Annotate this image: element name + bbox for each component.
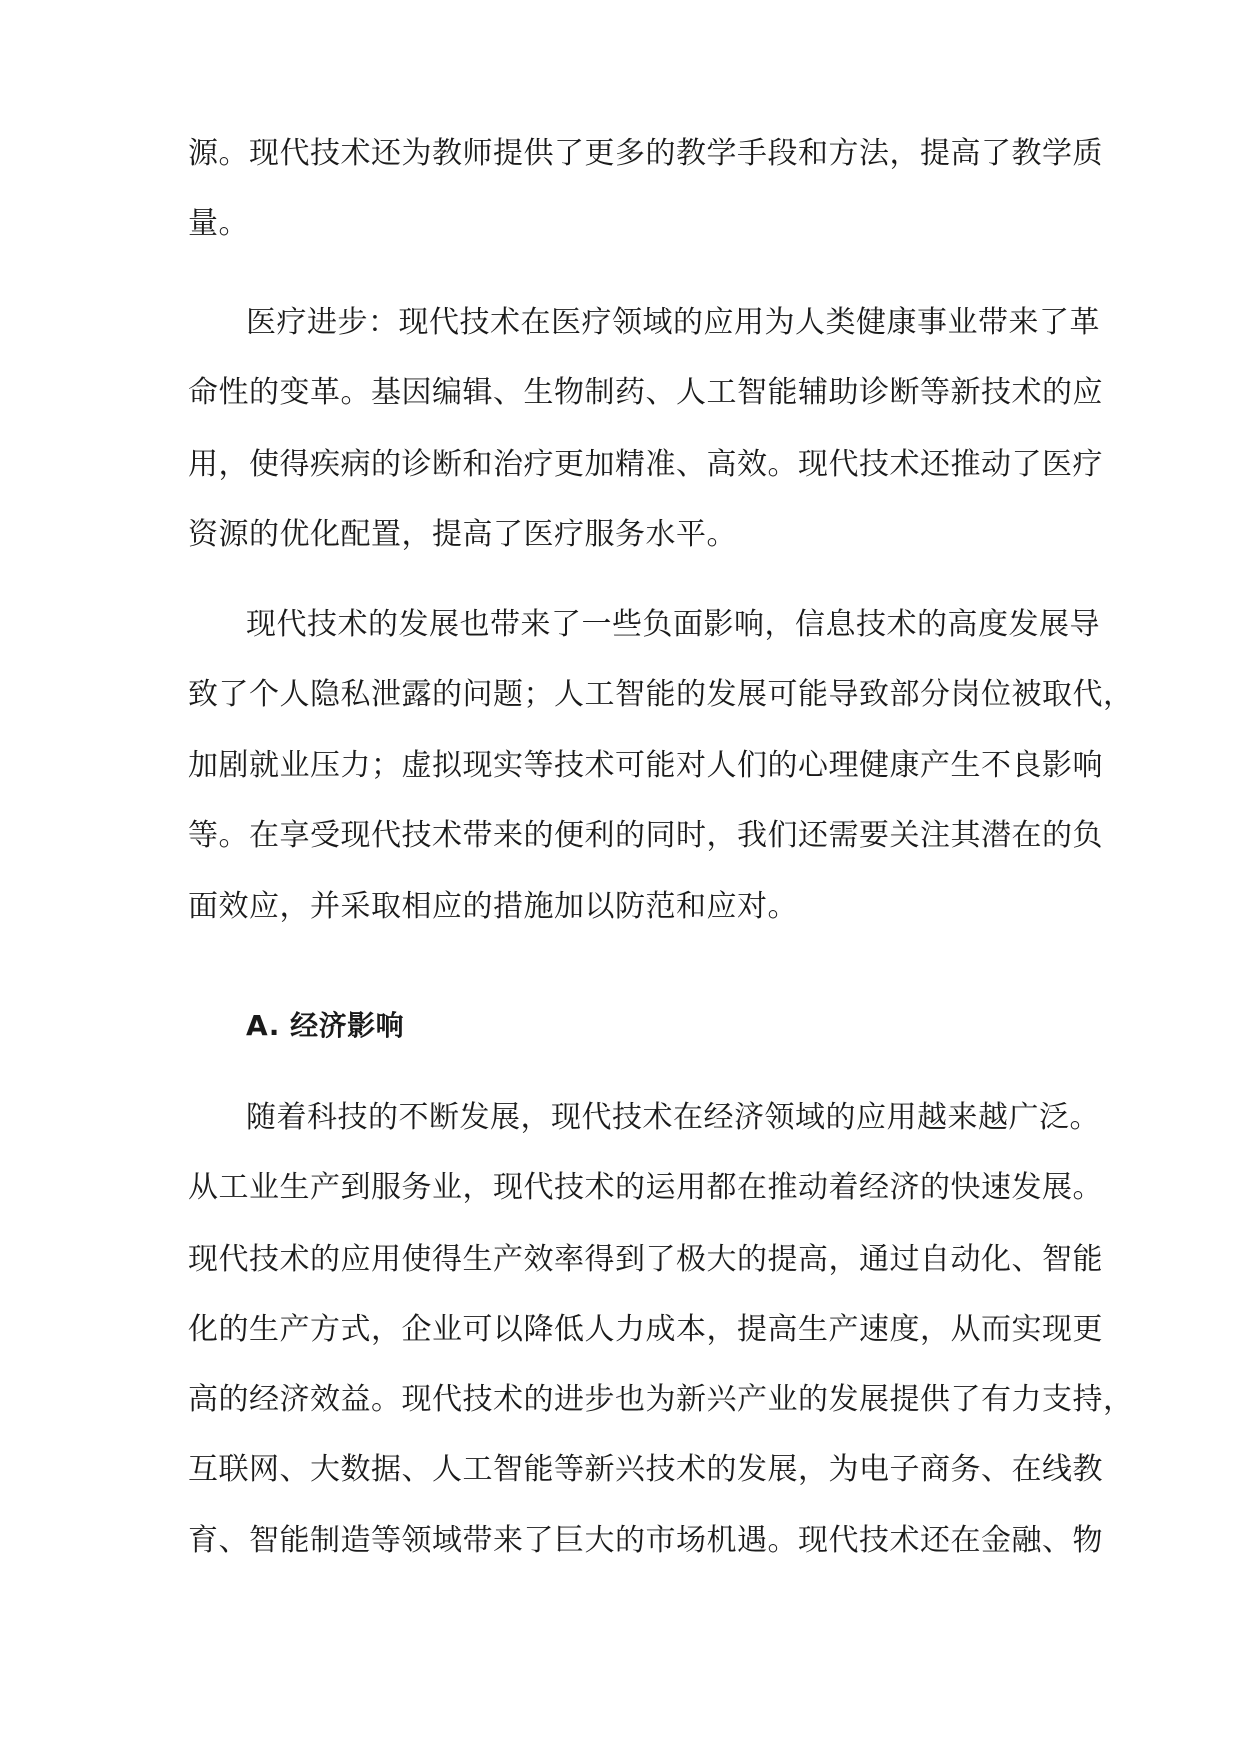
text-line: 高的经济效益。现代技术的进步也为新兴产业的发展提供了有力支持，	[188, 1382, 1134, 1417]
text-line: 育、智能制造等领域带来了巨大的市场机遇。现代技术还在金融、物	[188, 1523, 1103, 1558]
text-line: 现代技术的发展也带来了一些负面影响，信息技术的高度发展导	[246, 607, 1100, 642]
text-line: 等。在享受现代技术带来的便利的同时，我们还需要关注其潜在的负	[188, 818, 1103, 853]
text-line: 用，使得疾病的诊断和治疗更加精准、高效。现代技术还推动了医疗	[188, 447, 1103, 482]
text-line: 加剧就业压力；虚拟现实等技术可能对人们的心理健康产生不良影响	[188, 748, 1103, 783]
text-line: 面效应，并采取相应的措施加以防范和应对。	[188, 889, 798, 924]
text-line: 从工业生产到服务业，现代技术的运用都在推动着经济的快速发展。	[188, 1170, 1103, 1205]
text-line: 量。	[188, 206, 249, 241]
text-line: 现代技术的应用使得生产效率得到了极大的提高，通过自动化、智能	[188, 1242, 1103, 1277]
text-line: 命性的变革。基因编辑、生物制药、人工智能辅助诊断等新技术的应	[188, 375, 1103, 410]
text-line: 致了个人隐私泄露的问题；人工智能的发展可能导致部分岗位被取代，	[188, 677, 1134, 712]
text-line: 随着科技的不断发展，现代技术在经济领域的应用越来越广泛。	[246, 1100, 1100, 1135]
text-line: 互联网、大数据、人工智能等新兴技术的发展，为电子商务、在线教	[188, 1452, 1103, 1487]
section-heading: A. 经济影响	[246, 1009, 405, 1042]
text-line: 源。现代技术还为教师提供了更多的教学手段和方法，提高了教学质	[188, 136, 1103, 171]
text-line: 资源的优化配置，提高了医疗服务水平。	[188, 517, 737, 552]
text-line: 医疗进步：现代技术在医疗领域的应用为人类健康事业带来了革	[246, 305, 1100, 340]
text-line: 化的生产方式，企业可以降低人力成本，提高生产速度，从而实现更	[188, 1312, 1103, 1347]
